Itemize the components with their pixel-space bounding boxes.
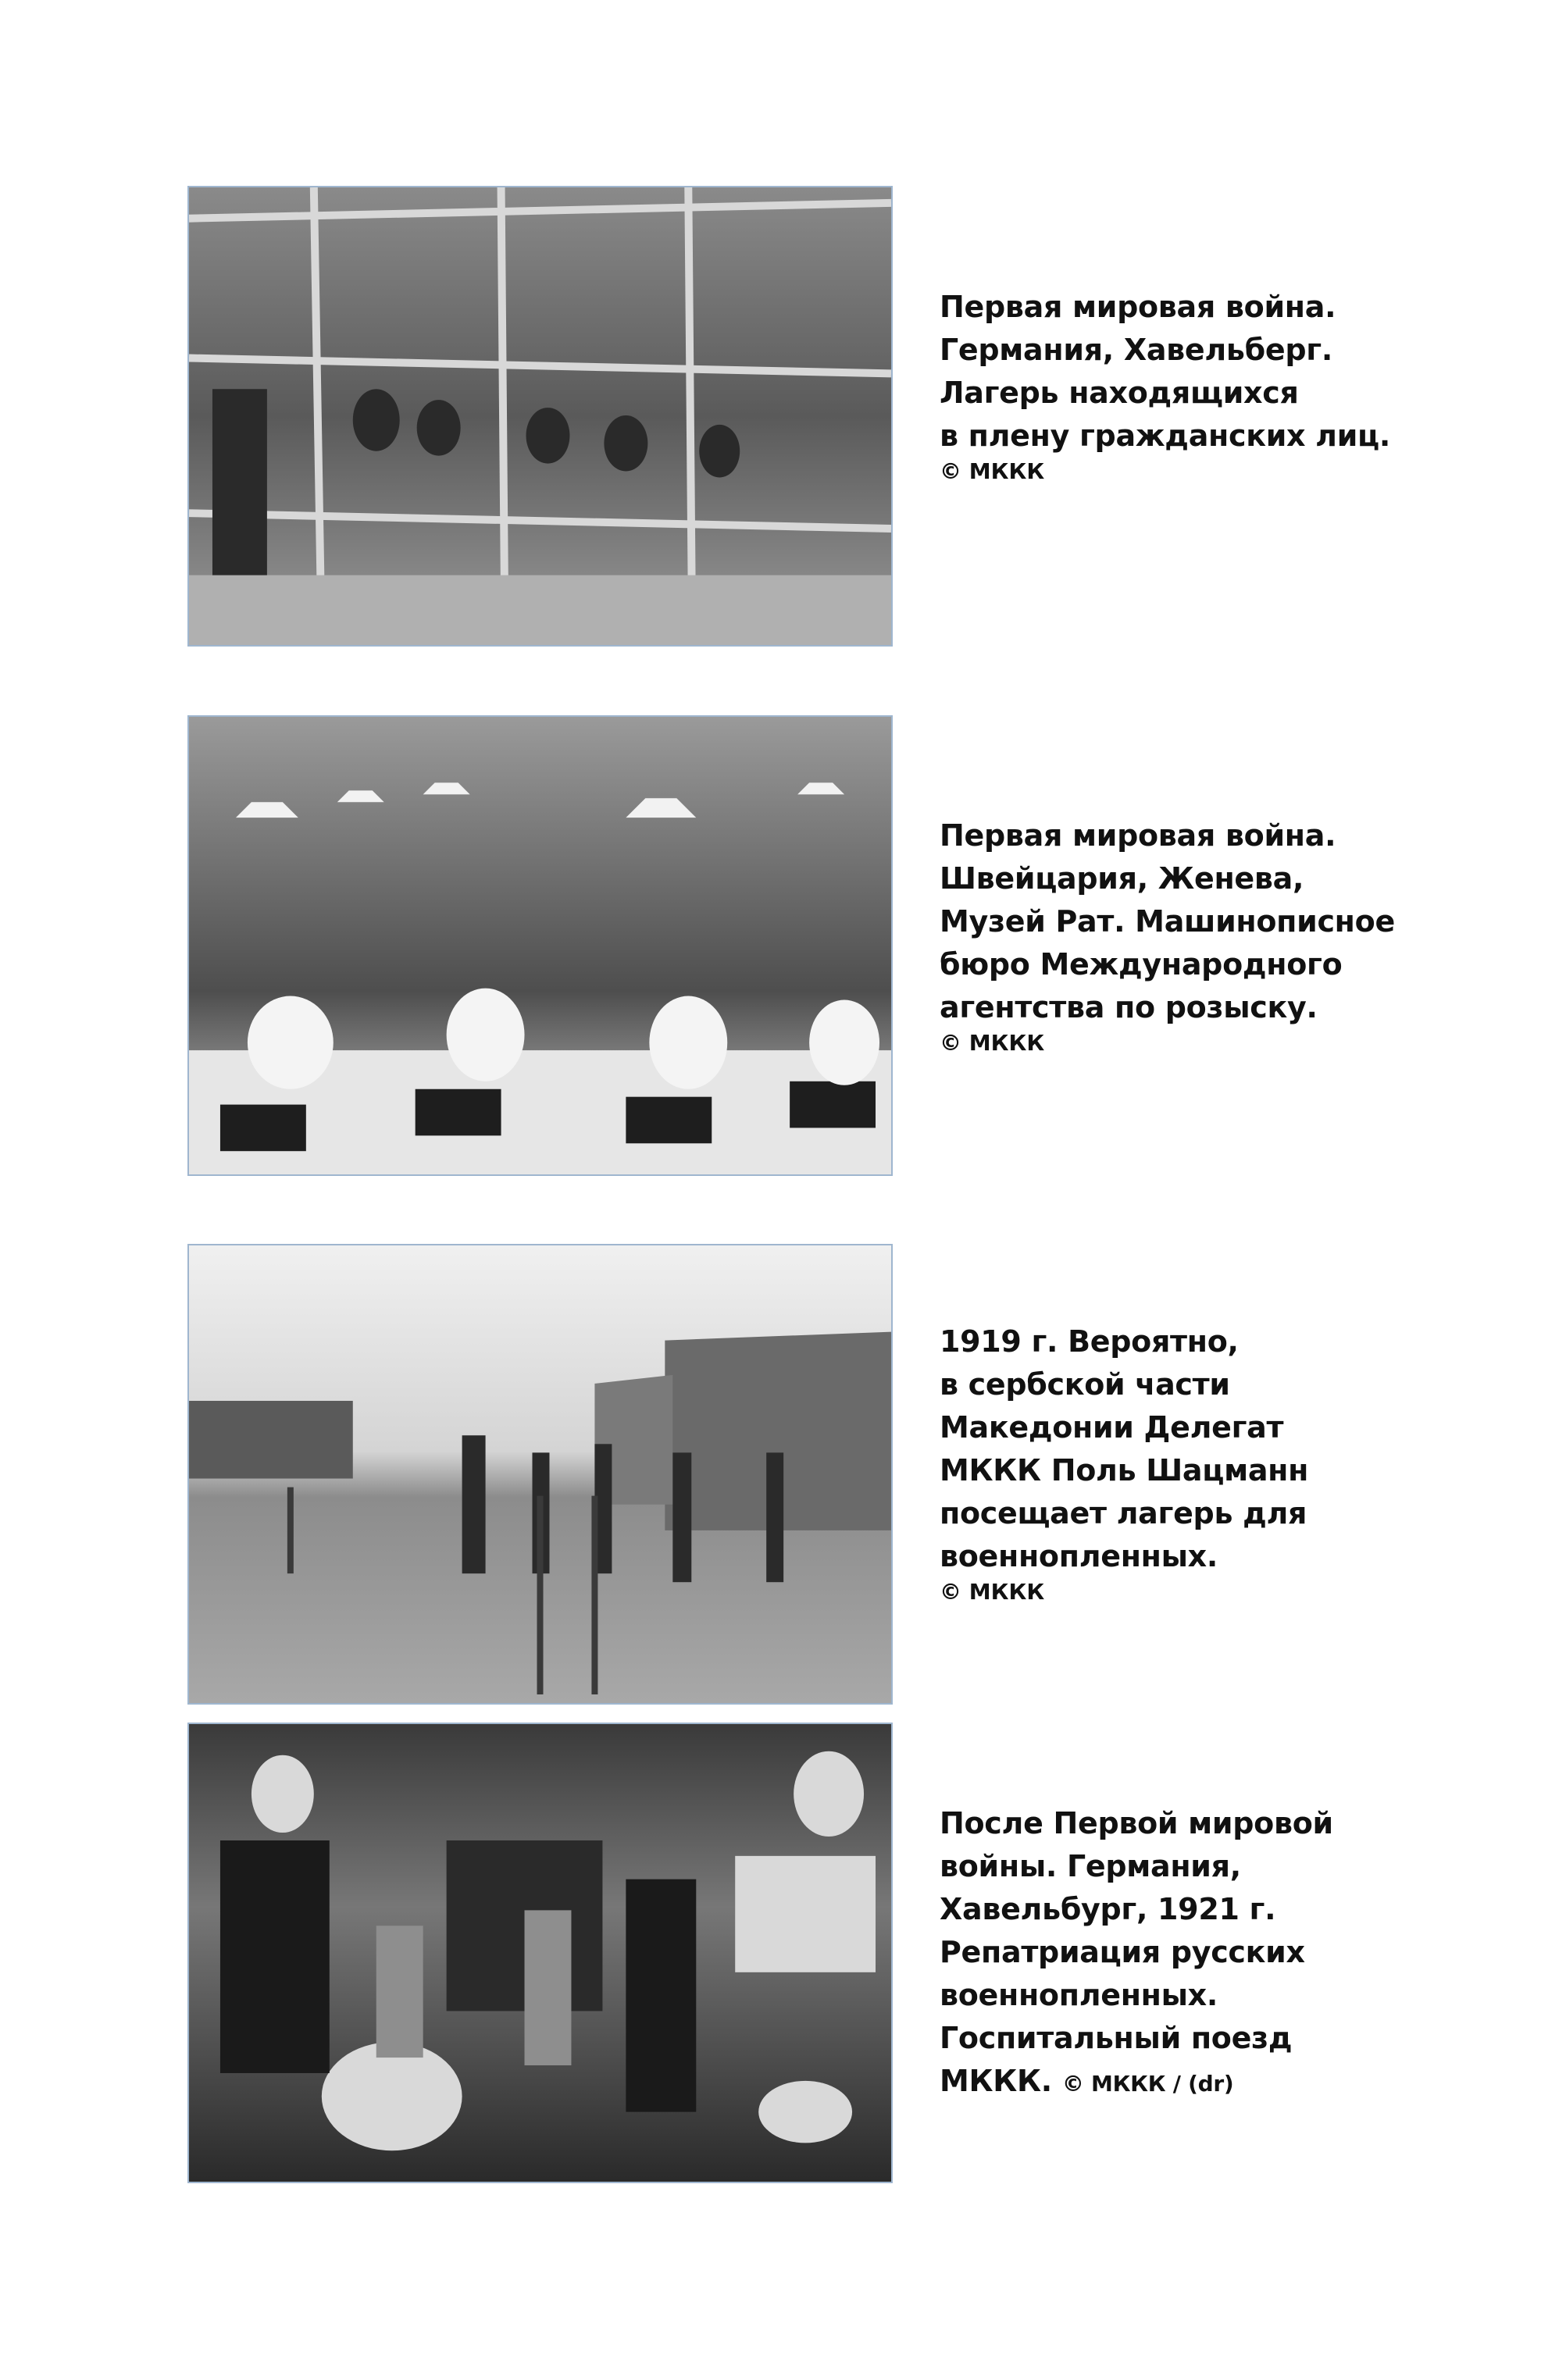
photo-credit: © МККК xyxy=(940,1579,1045,1605)
photo-credit: © МККК xyxy=(940,1030,1045,1056)
camp-barracks-photo xyxy=(187,186,893,647)
caption-line: посещает лагерь для xyxy=(940,1496,1307,1530)
caption-line: После Первой мировой xyxy=(940,1806,1333,1840)
photo-credit: © МККК / (dr) xyxy=(1061,2071,1234,2097)
typing-office-photo xyxy=(187,715,893,1176)
caption-4 xyxy=(940,1802,1502,2105)
photo-credit: © МККК xyxy=(940,458,1045,484)
caption-line: Первая мировая война. xyxy=(940,818,1336,853)
caption-line: 1919 г. Вероятно, xyxy=(940,1324,1239,1359)
caption-line: в сербской части xyxy=(940,1367,1230,1402)
caption-line-with-credit xyxy=(940,2060,1502,2105)
hospital-train-photo xyxy=(187,1723,893,2183)
caption-line: Первая мировая война. xyxy=(940,290,1336,324)
prisoner-camp-visit-photo xyxy=(187,1244,893,1705)
caption-line: войны. Германия, xyxy=(940,1849,1241,1883)
caption-line: МККК. xyxy=(940,2064,1052,2098)
caption-line: Репатриация русских xyxy=(940,1935,1305,1969)
caption-line: Музей Рат. Машинописное xyxy=(940,904,1395,939)
caption-line: агентства по розыску. xyxy=(940,990,1318,1024)
caption-line: МККК Поль Шацманн xyxy=(940,1453,1309,1488)
caption-line: Швейцария, Женева, xyxy=(940,861,1304,896)
caption-3 xyxy=(940,1320,1502,1606)
caption-line: военнопленных. xyxy=(940,1539,1218,1573)
caption-line: Германия, Хавельберг. xyxy=(940,333,1332,367)
caption-line: Госпитальный поезд xyxy=(940,2021,1293,2055)
caption-line: Хавельбург, 1921 г. xyxy=(940,1892,1276,1926)
caption-line: Лагерь находящихся xyxy=(940,376,1299,410)
caption-line: военнопленных. xyxy=(940,1978,1218,2012)
caption-2 xyxy=(940,814,1502,1057)
caption-1 xyxy=(940,286,1502,486)
caption-line: бюро Международного xyxy=(940,947,1343,982)
caption-line: в плену гражданских лиц. xyxy=(940,419,1391,453)
caption-line: Македонии Делегат xyxy=(940,1410,1284,1445)
